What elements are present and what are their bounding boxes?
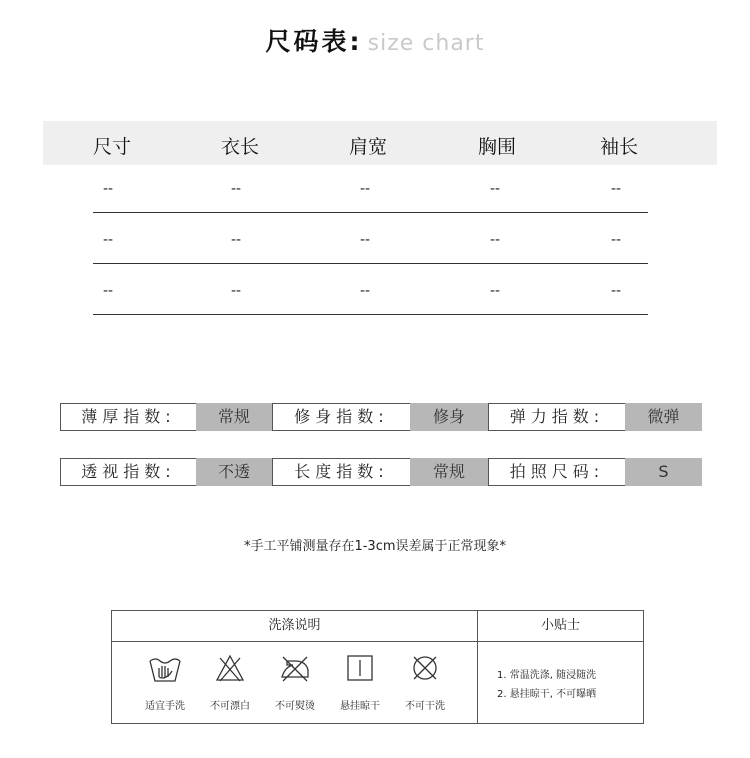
- header-shoulder: 肩宽: [349, 136, 388, 158]
- length-label: 长度指数:: [272, 458, 411, 486]
- table-cell: --: [231, 232, 242, 248]
- table-cell: --: [611, 181, 622, 197]
- no-bleach-label: 不可漂白: [210, 701, 250, 712]
- tip-2: 2. 悬挂晾干, 不可曝晒: [497, 689, 597, 700]
- thickness-label: 薄厚指数:: [60, 403, 197, 431]
- attribute-row: [60, 458, 702, 486]
- transparency-label: 透视指数:: [60, 458, 197, 486]
- attribute-row: [60, 403, 702, 431]
- table-cell: --: [490, 181, 501, 197]
- header-sleeve: 袖长: [600, 136, 639, 158]
- no-iron-label: 不可熨烫: [275, 701, 315, 712]
- size-table-header: [43, 121, 717, 165]
- transparency-value: 不透: [196, 458, 272, 486]
- table-cell: --: [490, 283, 501, 299]
- thickness-value: 常规: [196, 403, 272, 431]
- no-bleach-icon: [215, 653, 245, 683]
- elasticity-value: 微弹: [625, 403, 702, 431]
- no-dry-clean-label: 不可干洗: [405, 701, 445, 712]
- fit-label: 修身指数:: [272, 403, 411, 431]
- title-en: size chart: [367, 31, 485, 56]
- table-row: [93, 264, 648, 315]
- photo-size-value: S: [625, 458, 702, 486]
- no-dry-clean-icon: [410, 653, 440, 683]
- hang-dry-icon: [346, 653, 374, 683]
- measurement-note: *手工平铺测量存在1-3cm误差属于正常现象*: [243, 539, 507, 554]
- table-cell: --: [103, 283, 114, 299]
- table-cell: --: [611, 232, 622, 248]
- table-cell: --: [360, 283, 371, 299]
- photo-size-label: 拍照尺码:: [488, 458, 626, 486]
- hand-wash-icon: [148, 653, 182, 685]
- table-cell: --: [360, 232, 371, 248]
- table-cell: --: [611, 283, 622, 299]
- tips-title: 小贴士: [478, 611, 643, 642]
- no-iron-icon: [279, 653, 311, 683]
- header-chest: 胸围: [478, 136, 517, 158]
- tip-1: 1. 常温洗涤, 随浸随洗: [497, 670, 597, 681]
- table-row: [93, 162, 648, 213]
- table-row: [93, 213, 648, 264]
- table-cell: --: [231, 181, 242, 197]
- care-instructions: [111, 610, 644, 724]
- header-length: 衣长: [221, 136, 260, 158]
- length-value: 常规: [410, 458, 488, 486]
- page-title: [0, 22, 750, 62]
- hang-dry-label: 悬挂晾干: [340, 701, 380, 712]
- divider: [477, 611, 478, 723]
- hand-wash-label: 适宜手洗: [145, 701, 185, 712]
- table-cell: --: [360, 181, 371, 197]
- title-cn: 尺码表:: [265, 27, 363, 56]
- table-cell: --: [103, 181, 114, 197]
- table-cell: --: [231, 283, 242, 299]
- table-cell: --: [490, 232, 501, 248]
- header-size: 尺寸: [93, 136, 132, 158]
- table-cell: --: [103, 232, 114, 248]
- elasticity-label: 弹力指数:: [488, 403, 626, 431]
- wash-title: 洗涤说明: [112, 611, 477, 642]
- fit-value: 修身: [410, 403, 488, 431]
